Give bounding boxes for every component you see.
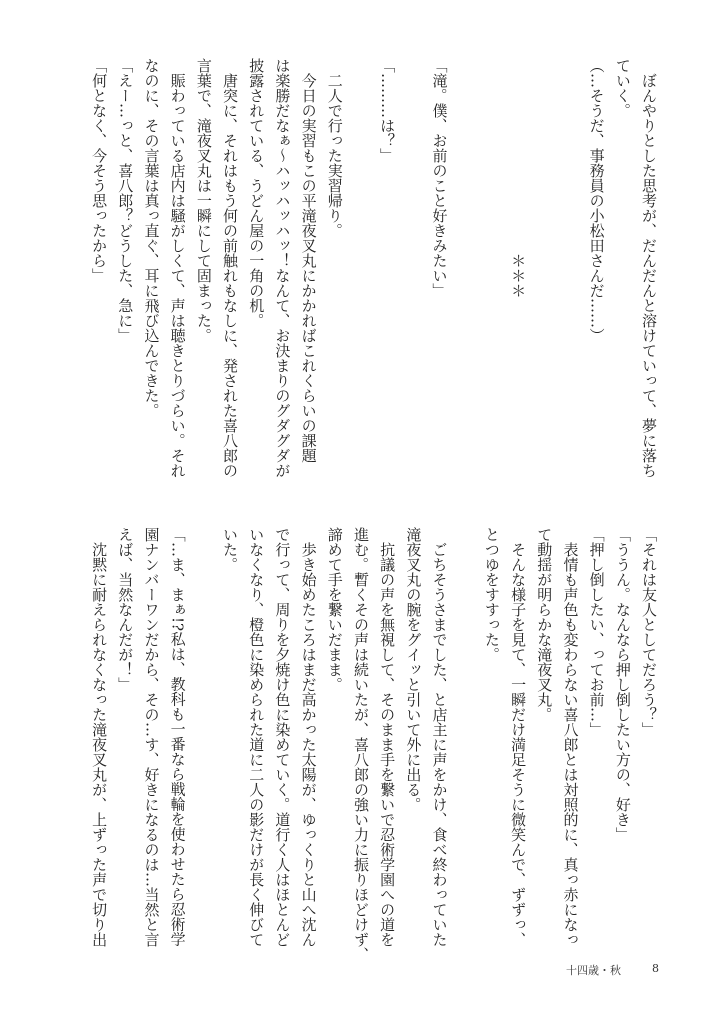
text-line: 進む。暫くその声は続いたが、喜八郎の強い力に振りほどけず、 <box>351 527 370 962</box>
text-line <box>531 58 557 488</box>
text-line: 披露されている、うどん屋の一角の机。 <box>247 58 266 328</box>
text-line: ていく。 <box>613 58 632 118</box>
text-line <box>191 527 217 957</box>
text-line: えば、当然なんだが！」 <box>116 527 135 692</box>
text-line: 滝夜叉丸の腕をグイッと引いて外に出る。 <box>404 527 423 812</box>
text-line: ごちそうさまでした、と店主に声をかけ、食べ終わっていた <box>430 527 449 947</box>
text-line: 「ううん。なんなら押し倒したい方の、好き」 <box>613 527 632 842</box>
text-line: とつゆをすすった。 <box>482 527 501 662</box>
text-line: 「何となく、今そう思ったから」 <box>90 58 109 283</box>
text-line: ぼんやりとした思考が、だんだんと溶けていって、夢に落ち <box>640 58 658 478</box>
text-line: そんな様子を見て、一瞬だけ満足そうに微笑んで、ずずっ、 <box>509 527 528 947</box>
text-tier-top <box>85 58 662 488</box>
text-line: て動揺が明らかな滝夜叉丸。 <box>535 527 554 722</box>
text-line: 今日の実習もこの平滝夜叉丸にかかればこれくらいの課題 <box>299 58 318 463</box>
text-line: 表情も声色も変わらない喜八郎とは対照的に、真っ赤になっ <box>561 527 580 947</box>
text-line: 諦めて手を繋いだまま。 <box>325 527 344 692</box>
text-line <box>400 58 426 488</box>
text-line: 唐突に、それはもう何の前触れもなしに、発された喜八郎の <box>221 58 239 478</box>
text-line: （…そうだ、事務員の小松田さんだ……） <box>587 58 606 343</box>
text-line: 「滝。僕、お前のこと好きみたい」 <box>430 58 449 298</box>
text-line: 言葉で、滝夜叉丸は一瞬にして固まった。 <box>194 58 213 343</box>
page-number: 8 <box>652 962 659 975</box>
text-line: 歩き始めたころはまだ高かった太陽が、ゆっくりと山へ沈ん <box>299 527 318 947</box>
text-line: 「押し倒したい、ってお前…」 <box>587 527 606 737</box>
text-line: 「…ま、まぁ!?私は、教科も一番なら戦輪を使わせたら忍術学 <box>168 527 187 947</box>
text-line: 二人で行った実習帰り。 <box>325 58 344 238</box>
text-line: 「えー…っと、喜八郎？どうした、急に」 <box>116 58 135 343</box>
text-line: いなくなり、橙色に染められた道に二人の影だけが長く伸びて <box>247 527 266 947</box>
text-line <box>453 58 479 488</box>
text-line: 「………は？」 <box>378 58 397 163</box>
text-line: は楽勝だなぁ～ハッハッハッ！なんて、お決まりのグダグダが <box>273 58 292 478</box>
text-line: いた。 <box>221 527 239 572</box>
text-line: 沈黙に耐えられなくなった滝夜叉丸が、上ずった声で切り出 <box>90 527 109 947</box>
text-line: 賑わっている店内は騒がしくて、声は聴きとりづらい。それ <box>168 58 187 478</box>
text-line: で行って、周りを夕焼け色に染めていく。道行く人はほとんど <box>273 527 292 947</box>
running-header-chapter-title: 十四歳・秋 <box>566 964 621 977</box>
text-line: 園ナンバーワンだから、その…す、好きになるのは…当然と言 <box>142 527 161 947</box>
text-line: なのに、その言葉は真っ直ぐ、耳に飛び込んできた。 <box>142 58 161 418</box>
text-tier-bottom <box>85 527 662 962</box>
text-line: 抗議の声を無視して、そのまま手を繋いで忍術学園への道を <box>378 527 397 947</box>
text-line <box>479 58 505 488</box>
text-line: 「それは友人としてだろう？」 <box>640 527 658 737</box>
text-line <box>348 58 374 488</box>
text-line <box>453 527 479 957</box>
text-line <box>557 58 583 488</box>
scene-break: ＊＊＊ <box>509 253 528 298</box>
